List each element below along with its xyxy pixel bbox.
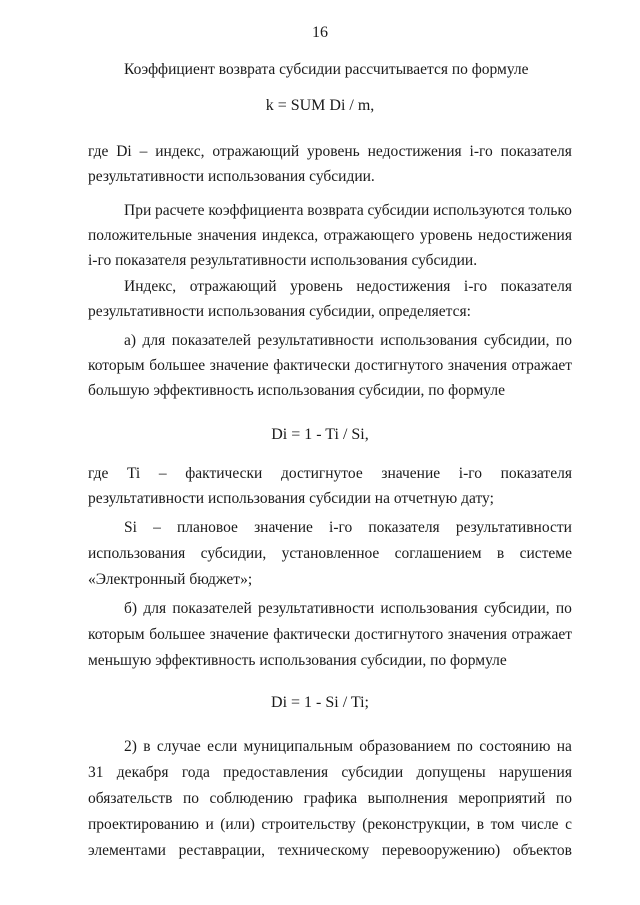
word: числе — [520, 816, 559, 833]
word: фактически — [273, 626, 351, 643]
word: индекса, — [261, 227, 319, 244]
word: субсидии — [341, 764, 404, 781]
word: большее — [149, 626, 206, 643]
word: расчете — [155, 202, 205, 219]
word: значения — [447, 357, 507, 374]
word: соглашением — [394, 545, 482, 562]
word: значение — [209, 626, 269, 643]
word: Индекс, — [124, 278, 177, 295]
word: использования — [380, 600, 478, 617]
word: которым — [88, 626, 145, 643]
word: объектов — [512, 842, 572, 859]
word: случае — [156, 738, 201, 755]
word: фактически — [273, 357, 351, 374]
para-positive-line-1 — [124, 203, 572, 219]
word: состоянию — [479, 738, 551, 755]
word: значение — [254, 519, 313, 536]
item-b-line-1 — [124, 601, 572, 617]
word: допущены — [416, 764, 486, 781]
item-2-line-4 — [88, 817, 572, 833]
word: по — [555, 600, 572, 617]
word: отражающий — [189, 278, 277, 295]
word: если — [207, 738, 238, 755]
word: строительству — [261, 816, 356, 833]
word: по — [182, 790, 199, 807]
word: – — [158, 465, 167, 482]
word: достигнутое — [280, 465, 363, 482]
word: графика — [303, 790, 358, 807]
word: i-го — [463, 278, 488, 295]
word: недостижения — [356, 278, 451, 295]
word: где — [88, 465, 109, 482]
word: Di — [116, 143, 132, 160]
word: том — [490, 816, 515, 833]
word: отражает — [511, 626, 572, 643]
word: муниципальным — [243, 738, 353, 755]
word: показателя — [500, 143, 572, 160]
word: индекс, — [155, 143, 205, 160]
word: значения — [197, 227, 257, 244]
where-ti-line-2: результативности использования субсидии на отчетную дату; — [88, 490, 494, 507]
si-def-line-3: «Электронный бюджет»; — [88, 571, 253, 588]
word: результативности — [258, 600, 375, 617]
word: предоставления — [223, 764, 329, 781]
word: образованием — [359, 738, 451, 755]
word: фактически — [185, 465, 263, 482]
para-positive-line-3: i-го показателя результативности использования субсидии. — [88, 252, 478, 269]
si-def-line-1 — [124, 520, 572, 536]
item-b-line-3: меньшую эффективность использования субсидии, по формуле — [88, 652, 507, 669]
word: реставрации, — [178, 842, 266, 859]
word: в — [476, 816, 485, 833]
word: субсидии, — [483, 332, 550, 349]
word: результативности — [455, 519, 572, 536]
word: показателя — [500, 465, 572, 482]
word: 2) — [124, 738, 137, 755]
word: плановое — [176, 519, 238, 536]
where-ti-line-1 — [88, 466, 572, 482]
word: значение — [381, 465, 441, 482]
word: i-го — [329, 519, 353, 536]
item-a-line-1 — [124, 333, 572, 349]
where-di-line-2: результативности использования субсидии. — [88, 168, 375, 185]
word: техническому — [277, 842, 370, 859]
word: проектированию — [88, 816, 199, 833]
word: (реконструкции, — [362, 816, 471, 833]
word: а) — [124, 332, 137, 349]
word: коэффициента — [208, 202, 304, 219]
item-2-line-3 — [88, 791, 572, 807]
word: перевооружению) — [381, 842, 501, 859]
word: отражает — [511, 357, 572, 374]
word: по — [456, 738, 473, 755]
word: показателя — [368, 519, 440, 536]
word: уровень — [290, 278, 343, 295]
word: результативности — [257, 332, 374, 349]
word: мероприятий — [458, 790, 546, 807]
para-index-line-1 — [124, 279, 572, 295]
word: года — [181, 764, 210, 781]
word: – — [153, 519, 161, 536]
word: отражающего — [323, 227, 415, 244]
item-b-line-2 — [88, 627, 572, 643]
word: использования — [88, 545, 186, 562]
word: уровень — [307, 143, 360, 160]
word: недостижения — [477, 227, 572, 244]
word: Ti — [126, 465, 141, 482]
word: достигнутого — [354, 357, 444, 374]
word: для — [143, 600, 167, 617]
word: положительные — [88, 227, 192, 244]
formula-k: k = SUM Di / m, — [265, 97, 375, 114]
word: показателей — [171, 332, 252, 349]
item-2-line-2 — [88, 765, 572, 781]
formula-a: Di = 1 - Ti / Si, — [271, 426, 369, 443]
word: показателя — [500, 278, 572, 295]
word: недостижения — [367, 143, 462, 160]
item-2-line-5 — [88, 843, 572, 859]
word: субсидии, — [200, 545, 267, 562]
word: для — [142, 332, 166, 349]
word: использования — [380, 332, 478, 349]
word: (или) — [220, 816, 255, 833]
word: показателей — [172, 600, 252, 617]
si-def-line-2 — [88, 546, 572, 562]
item-a-line-2 — [88, 358, 572, 374]
para-positive-line-2 — [88, 228, 572, 244]
word: – — [139, 143, 148, 160]
word: i-го — [458, 465, 482, 482]
word: б) — [124, 600, 138, 617]
word: на — [556, 738, 572, 755]
word: обязательств — [88, 790, 173, 807]
word: уровень — [419, 227, 473, 244]
word: элементами — [88, 842, 166, 859]
word: значение — [209, 357, 269, 374]
word: только — [528, 202, 572, 219]
word: системе — [519, 545, 572, 562]
word: достигнутого — [354, 626, 444, 643]
word: с — [565, 816, 572, 833]
word: нарушения — [498, 764, 572, 781]
word: декабря — [116, 764, 169, 781]
word: субсидии, — [483, 600, 550, 617]
word: возврата — [307, 202, 364, 219]
word: по — [555, 332, 572, 349]
word: отражающий — [212, 143, 300, 160]
word: большее — [149, 357, 206, 374]
word: соблюдению — [209, 790, 294, 807]
word: субсидии — [367, 202, 430, 219]
word: При — [124, 202, 152, 219]
formula-b: Di = 1 - Si / Ti; — [271, 694, 369, 711]
para-index-line-2: результативности использования субсидии, определяется: — [88, 303, 471, 320]
intro-paragraph: Коэффициент возврата субсидии рассчитывается по формуле — [124, 61, 529, 78]
word: 31 — [88, 764, 104, 781]
word: используются — [433, 202, 525, 219]
item-a-line-3: большую эффективность использования субсидии, по формуле — [88, 382, 505, 399]
word: по — [555, 790, 572, 807]
word: где — [88, 143, 109, 160]
word: установленное — [281, 545, 380, 562]
word: i-го — [469, 143, 493, 160]
word: в — [143, 738, 151, 755]
where-di-line-1 — [88, 144, 572, 160]
word: выполнения — [367, 790, 448, 807]
item-2-line-1 — [124, 739, 572, 755]
word: в — [496, 545, 505, 562]
word: и — [205, 816, 214, 833]
word: значения — [447, 626, 507, 643]
page-number: 16 — [312, 24, 328, 41]
word: Si — [124, 519, 137, 536]
word: которым — [88, 357, 145, 374]
